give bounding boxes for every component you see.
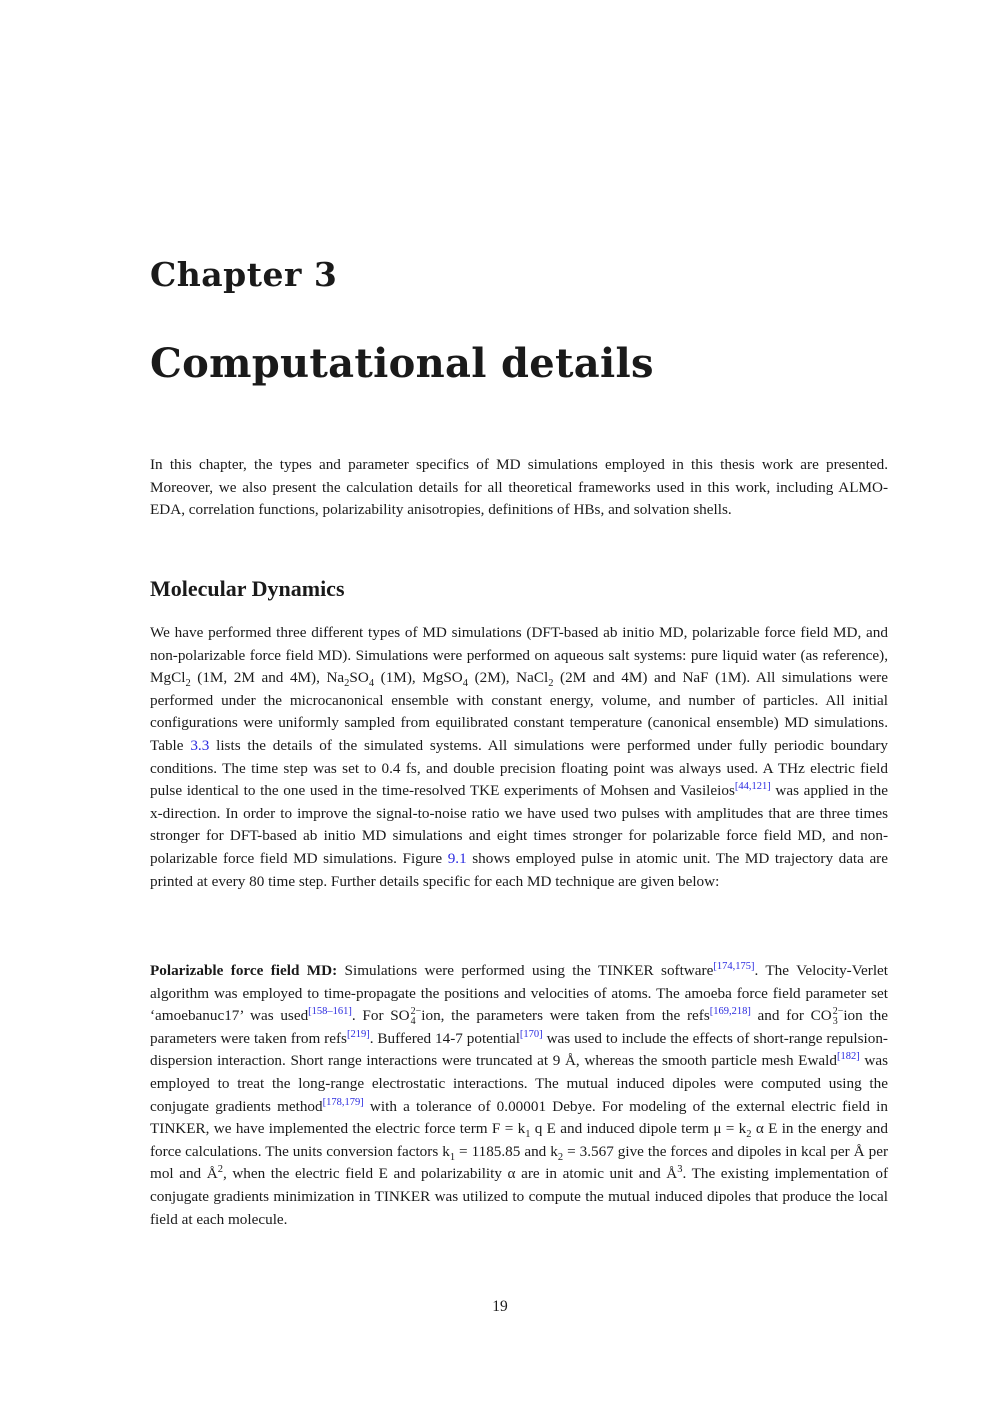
citation-link[interactable]: [170] [519,1028,543,1040]
text-run: We have performed three different types of MD simulations (DFT-based ab initio MD, polarizable force field MD, and non-polarizable force field MD). Simulations were performed on aqueous salt systems: pure liquid water (as reference), MgCl [150,624,888,687]
text-run: Simulations were performed using the TINKER software [337,962,714,979]
citation-link[interactable]: [219] [346,1028,370,1040]
text-run: (1M, 2M and 4M), Na [190,669,345,687]
text-run: (2M), NaCl [468,669,549,687]
subscript: 4 [462,678,468,690]
text-run: , when the electric field E and polarizability α are in atomic unit and Å [222,1165,678,1183]
text-run: . Buffered 14-7 potential [369,1029,520,1047]
subscript: 4 [368,678,375,690]
text-run: was used to include the effects of short-range repulsion-dispersion interaction. Short range interactions were truncated at 9 Å, whereas the smooth particle mesh Ewald [150,1029,888,1070]
ion-charge-carbonate [832,1007,844,1027]
citation-link[interactable]: [44,121] [734,781,771,793]
citation-link[interactable]: [182] [836,1051,860,1063]
text-run: with a tolerance of 0.00001 Debye. For modeling of the external electric field in TINKER, we have implemented the electric force term F = k [150,1097,888,1138]
intro-paragraph: In this chapter, the types and parameter specifics of MD simulations employed in this thesis work are presented. Moreover, we also present the calculation details for all theoretical frameworks used in this work, including ALMO-EDA, correlation functions, polarizability anisotropies, definitions of HBs, and solvation shells. [150,456,888,519]
text-run: = 1185.85 and k [455,1142,558,1160]
citation-link[interactable]: [158–161] [308,1006,352,1018]
ion-superscript: 2− [832,1005,844,1017]
citation-link[interactable]: [169,218] [709,1006,751,1018]
text-run: shows employed pulse in atomic unit. The MD trajectory data are printed at every 80 time step. Further details specific for each MD technique are given below: [150,849,888,890]
text-run: and for CO [750,1007,832,1025]
chapter-title: Computational details [150,340,654,387]
text-run: = 3.567 give the forces and dipoles in kcal per Å per mol and Å [150,1142,889,1183]
superscript: 3 [677,1164,683,1176]
text-run: SO [349,669,369,687]
paragraph-md-overview [150,622,888,893]
text-run: was employed to treat the long-range electrostatic interactions. The mutual induced dipoles were computed using the conjugate gradients method [150,1052,888,1115]
run-in-heading: Polarizable force field MD: [150,962,338,979]
subscript: 1 [449,1151,456,1163]
text-run: . For SO [351,1007,410,1025]
subscript: 2 [557,1151,564,1163]
citation-link[interactable]: [174,175] [713,960,755,972]
subscript: 2 [548,678,554,690]
ion-superscript: 2− [410,1005,422,1017]
ion-subscript: 4 [410,1015,416,1027]
text-run: q E and induced dipole term μ = k [530,1120,747,1138]
subscript: 1 [525,1129,531,1141]
text-run: . The existing implementation of conjugate gradients minimization in TINKER was utilized to compute the mutual induced dipoles that produce the local field at each molecule. [150,1165,888,1228]
citation-link[interactable]: [178,179] [322,1096,364,1108]
text-run: . The Velocity-Verlet algorithm was employed to time-propagate the positions and velocities of atoms. The amoeba force field parameter set ‘amoebanuc17’ was used [150,962,889,1025]
ion-charge-sulfate [410,1007,422,1027]
chapter-label: Chapter 3 [150,255,338,294]
superscript: 2 [217,1164,223,1176]
paragraph-polarizable-ff [150,960,888,1231]
ion-subscript: 3 [832,1015,838,1027]
text-run: lists the details of the simulated systems. All simulations were performed under fully periodic boundary conditions. The time step was set to 0.4 fs, and double precision floating point was always used. A THz electric field pulse identical to the one used in the time-resolved TKE experiments of Mohsen and Vasileios [150,736,889,800]
text-run: (2M and 4M) and NaF (1M). All simulations were performed under the microcanonical ensemble with constant energy, volume, and number of particles. All initial configurations were uniformly sampled from equilibrated constant temperature (canonical ensemble) MD simulations. Table [150,669,888,754]
text-run: (1M), MgSO [374,669,463,687]
text-run: α E in the energy and force calculations. The units conversion factors k [150,1120,888,1160]
text-run: was applied in the x-direction. In order to improve the signal-to-noise ratio we have used two pulses with amplitudes that are three times stronger for DFT-based ab initio MD simulations and eight times stronger for polarizable force field MD, and non-polarizable force field MD simulations. Figure [150,782,888,867]
table-reference-link[interactable]: 3.3 [190,736,210,754]
section-heading: Molecular Dynamics [150,576,345,601]
subscript: 2 [185,678,191,690]
figure-reference-link[interactable]: 9.1 [447,849,467,867]
text-run: ion, the parameters were taken from the refs [421,1007,710,1025]
subscript: 2 [344,678,350,690]
page-number: 19 [492,1298,508,1315]
subscript: 2 [746,1129,752,1141]
text-run: ion the parameters were taken from refs [150,1007,888,1047]
